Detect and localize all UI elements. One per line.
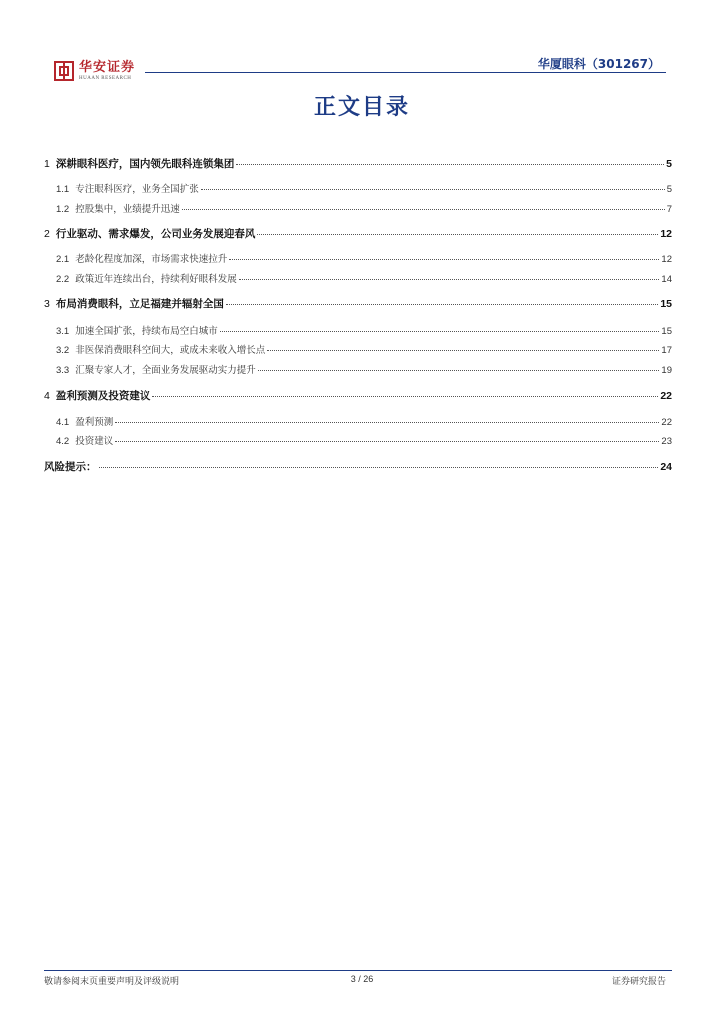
page-number: 3 / 26 (350, 974, 374, 984)
toc-number: 4.1 (56, 417, 70, 428)
toc-page-number: 24 (660, 461, 672, 473)
toc-page-number: 14 (661, 274, 672, 285)
toc-page-number: 23 (661, 436, 672, 447)
toc-leader (220, 331, 660, 332)
toc-entry[interactable] (56, 201, 672, 215)
toc-leader (236, 164, 664, 165)
toc-number: 1 (44, 158, 50, 170)
toc-leader (201, 189, 665, 190)
page-header (0, 0, 724, 90)
toc-number: 1.1 (56, 184, 70, 195)
toc-entry[interactable] (56, 414, 672, 428)
toc-page-number: 5 (666, 158, 672, 170)
toc-leader (115, 422, 659, 423)
toc-number: 3.1 (56, 326, 70, 337)
toc-title: 老龄化程度加深，市场需求快速拉升 (75, 254, 228, 265)
toc-number: 3.2 (56, 345, 70, 356)
toc-number: 2 (44, 228, 50, 240)
toc-title: 专注眼科医疗，业务全国扩张 (75, 184, 199, 195)
toc-entry[interactable] (44, 296, 672, 311)
toc-title: 盈利预测 (75, 417, 114, 428)
toc-number: 3 (44, 298, 50, 310)
toc-entry-risk[interactable] (44, 459, 672, 474)
toc-leader (115, 441, 659, 442)
toc-entry[interactable] (56, 323, 672, 337)
toc-leader (267, 350, 659, 351)
toc-leader (258, 370, 660, 371)
toc-title: 行业驱动、需求爆发，公司业务发展迎春风 (55, 228, 256, 240)
toc-number: 2.1 (56, 254, 70, 265)
toc-page-number: 5 (666, 184, 672, 195)
footer-disclaimer: 敬请参阅末页重要声明及评级说明 (44, 977, 180, 987)
toc-page-number: 12 (661, 254, 672, 265)
footer-divider (44, 970, 672, 971)
toc-entry[interactable] (56, 433, 672, 447)
toc-entry[interactable] (56, 271, 672, 285)
logo-name: 华安证券 (79, 60, 136, 75)
logo-subtitle: HUAAN RESEARCH (79, 76, 132, 81)
footer-report-type: 证券研究报告 (611, 977, 666, 987)
toc-page-number: 7 (666, 204, 672, 215)
toc-entry[interactable] (44, 156, 672, 171)
toc-title: 控股集中，业绩提升迅速 (75, 204, 180, 215)
page-title: 正文目录 (313, 95, 410, 120)
toc-title: 汇聚专家人才，全面业务发展驱动实力提升 (75, 365, 256, 376)
toc-page-number: 17 (661, 345, 672, 356)
toc-number: 3.3 (56, 365, 70, 376)
toc-page-number: 19 (661, 365, 672, 376)
logo-seal-icon (54, 61, 74, 81)
toc-entry[interactable] (56, 181, 672, 195)
toc-title: 深耕眼科医疗，国内领先眼科连锁集团 (55, 158, 235, 170)
toc-title: 非医保消费眼科空间大，或成未来收入增长点 (75, 345, 266, 356)
toc-title: 布局消费眼科，立足福建并辐射全国 (55, 298, 224, 310)
toc-title: 盈利预测及投资建议 (55, 390, 151, 402)
header-divider (145, 72, 666, 73)
toc-title: 风险提示： (44, 461, 97, 473)
toc-leader (229, 259, 659, 260)
company-logo (54, 61, 135, 82)
toc-entry[interactable] (56, 251, 672, 265)
toc-number: 4 (44, 390, 50, 402)
toc-page-number: 15 (661, 326, 672, 337)
toc-leader (152, 396, 658, 397)
toc-title: 投资建议 (75, 436, 114, 447)
toc-page-number: 22 (661, 417, 672, 428)
toc-entry[interactable] (56, 362, 672, 376)
toc-entry[interactable] (56, 342, 672, 356)
toc-number: 4.2 (56, 436, 70, 447)
toc-entry[interactable] (44, 388, 672, 403)
toc-number: 2.2 (56, 274, 70, 285)
report-title: 华厦眼科（301267） (537, 57, 660, 71)
toc-title: 加速全国扩张，持续布局空白城市 (75, 326, 218, 337)
toc-entry[interactable] (44, 226, 672, 241)
toc-title: 政策近年连续出台，持续利好眼科发展 (75, 274, 237, 285)
toc-page-number: 15 (660, 298, 672, 310)
toc-leader (226, 304, 658, 305)
toc-page-number: 12 (660, 228, 672, 240)
toc-leader (239, 279, 660, 280)
toc-leader (182, 209, 665, 210)
toc-number: 1.2 (56, 204, 70, 215)
toc-page-number: 22 (660, 390, 672, 402)
toc-leader (99, 467, 659, 468)
toc-leader (257, 234, 658, 235)
